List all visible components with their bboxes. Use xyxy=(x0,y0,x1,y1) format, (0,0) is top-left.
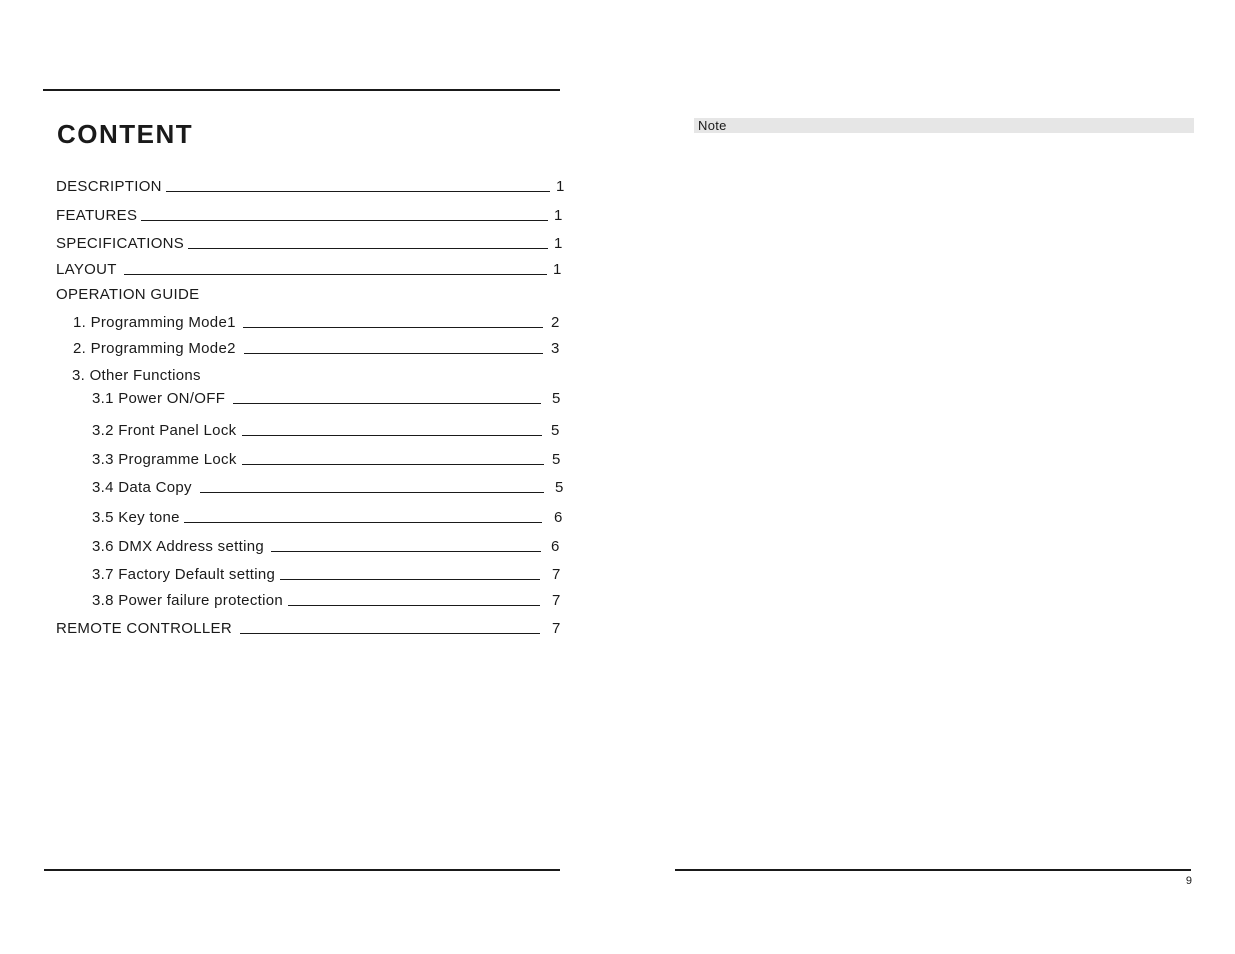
toc-leader xyxy=(240,633,540,634)
toc-page-number: 5 xyxy=(555,479,564,496)
toc-entry-dmx-address-setting[interactable] xyxy=(92,537,566,557)
toc-label: 3. Other Functions xyxy=(72,366,205,386)
toc-entry-specifications[interactable] xyxy=(56,234,566,254)
note-label: Note xyxy=(698,118,727,133)
toc-entry-programming-mode1[interactable] xyxy=(73,313,566,333)
toc-entry-other-functions[interactable] xyxy=(72,366,566,386)
toc-entry-data-copy[interactable] xyxy=(92,478,566,498)
toc-leader xyxy=(184,522,542,523)
top-rule-left xyxy=(43,89,560,91)
bottom-rule-right xyxy=(675,869,1191,871)
toc-leader xyxy=(124,274,547,275)
toc-entry-programme-lock[interactable] xyxy=(92,450,566,470)
toc-label: REMOTE CONTROLLER xyxy=(56,619,236,639)
page-number: 9 xyxy=(1185,875,1192,887)
toc-page-number: 2 xyxy=(551,314,560,331)
toc-leader xyxy=(162,191,550,192)
toc-leader xyxy=(188,248,548,249)
toc-entry-front-panel-lock[interactable] xyxy=(92,421,566,441)
toc-entry-power-failure-protection[interactable] xyxy=(92,591,566,611)
toc-leader xyxy=(280,579,540,580)
toc-leader xyxy=(244,353,543,354)
toc-label: 3.3 Programme Lock xyxy=(92,450,241,470)
toc-leader xyxy=(233,403,541,404)
toc-label: 3.8 Power failure protection xyxy=(92,591,287,611)
toc-label: FEATURES xyxy=(56,206,141,226)
toc-label: 3.7 Factory Default setting xyxy=(92,565,279,585)
toc-entry-power-on-off[interactable] xyxy=(92,389,566,409)
toc-page-number: 5 xyxy=(551,422,560,439)
toc-entry-features[interactable] xyxy=(56,206,566,226)
toc-entry-description[interactable] xyxy=(56,177,566,197)
toc-page-number: 5 xyxy=(552,390,561,407)
toc-label: OPERATION GUIDE xyxy=(56,285,203,305)
toc-label: SPECIFICATIONS xyxy=(56,234,188,254)
bottom-rule-left xyxy=(44,869,560,871)
page-title: CONTENT xyxy=(57,119,194,149)
toc-leader xyxy=(243,327,543,328)
toc-leader xyxy=(271,551,541,552)
toc-page-number: 6 xyxy=(551,538,560,555)
toc-leader xyxy=(242,435,542,436)
toc-label: LAYOUT xyxy=(56,260,121,280)
toc-page-number: 6 xyxy=(554,509,563,526)
toc-label: 3.2 Front Panel Lock xyxy=(92,421,240,441)
toc-entry-key-tone[interactable] xyxy=(92,508,566,528)
toc-page-number: 7 xyxy=(552,592,561,609)
toc-page-number: 7 xyxy=(552,566,561,583)
toc-entry-programming-mode2[interactable] xyxy=(73,339,566,359)
toc-page-number: 1 xyxy=(554,207,563,224)
toc-page-number: 5 xyxy=(552,451,561,468)
toc-label: 1. Programming Mode1 xyxy=(73,313,240,333)
toc-page-number: 1 xyxy=(553,261,562,278)
toc-entry-factory-default-setting[interactable] xyxy=(92,565,566,585)
toc-label: 3.4 Data Copy xyxy=(92,478,196,498)
toc-leader xyxy=(288,605,540,606)
toc-label: 3.1 Power ON/OFF xyxy=(92,389,229,409)
note-header-bar xyxy=(694,118,1194,133)
toc-leader xyxy=(242,464,544,465)
toc-entry-layout[interactable] xyxy=(56,260,566,280)
toc-entry-remote-controller[interactable] xyxy=(56,619,566,639)
toc-page-number: 7 xyxy=(552,620,561,637)
toc-page-number: 3 xyxy=(551,340,560,357)
toc-label: 3.6 DMX Address setting xyxy=(92,537,268,557)
toc-entry-operation-guide[interactable] xyxy=(56,285,566,305)
toc-label: 3.5 Key tone xyxy=(92,508,184,528)
toc-label: 2. Programming Mode2 xyxy=(73,339,240,359)
toc-page-number: 1 xyxy=(556,178,565,195)
toc-page-number: 1 xyxy=(554,235,563,252)
toc-label: DESCRIPTION xyxy=(56,177,166,197)
toc-leader xyxy=(200,492,544,493)
toc-leader xyxy=(136,220,548,221)
